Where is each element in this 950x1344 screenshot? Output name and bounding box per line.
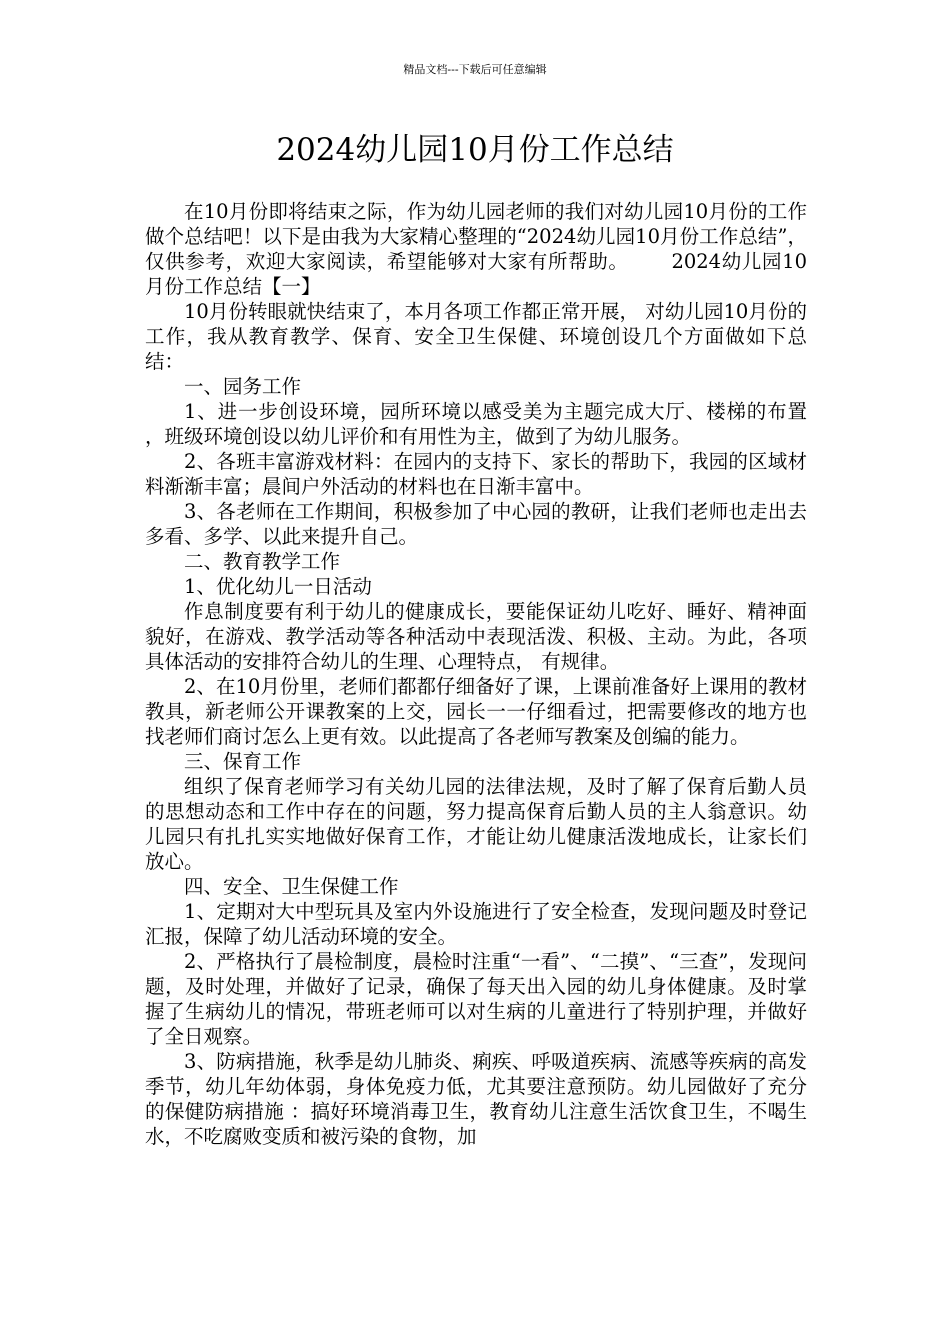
heading-baoyu: 三、保育工作 bbox=[184, 750, 302, 773]
paragraph: 组织了保育老师学习有关幼儿园的法律法规，及时了解了保育后勤人员的思想动态和工作中存在的问题，努力提高保育后勤人员的主人翁意识。幼儿园只有扎扎实实地做好保育工作，才能让幼儿健康活泼地成长，让家长们放心。 bbox=[145, 775, 807, 873]
paragraph: 作息制度要有利于幼儿的健康成长，要能保证幼儿吃好、睡好、精神面貌好，在游戏、教学活动等各种活动中表现活泼、积极、主动。为此，各项具体活动的安排符合幼儿的生理、心理特点， 有规律。 bbox=[145, 600, 807, 673]
paragraph: 1、进一步创设环境，园所环境以感受美为主题完成大厅、楼梯的布置 ，班级环境创设以幼儿评价和有用性为主，做到了为幼儿服务。 bbox=[145, 400, 807, 448]
paragraph: 3、防病措施，秋季是幼儿肺炎、痢疾、呼吸道疾病、流感等疾病的高发季节，幼儿年幼体弱，身体免疫力低，尤其要注意预防。幼儿园做好了充分的保健防病措施 ：搞好环境消毒卫生，教育幼儿注意生活饮食卫生，不喝生水，不吃腐败变质和被污染的食物，加 bbox=[145, 1050, 807, 1148]
heading-yuanwu: 一、园务工作 bbox=[184, 375, 302, 398]
document-title: 2024幼儿园10月份工作总结 bbox=[276, 132, 674, 168]
paragraph: 10月份转眼就快结束了，本月各项工作都正常开展， 对幼儿园10月份的工作，我从教育教学、保育、安全卫生保健、环境创设几个方面做如下总结： bbox=[145, 300, 807, 373]
paragraph: 3、各老师在工作期间，积极参加了中心园的教研，让我们老师也走出去多看、多学、以此来提升自己。 bbox=[145, 500, 807, 548]
section-title: 2024幼儿园10月份工作总结【一】 bbox=[145, 250, 807, 298]
document-body bbox=[145, 199, 807, 1149]
subheading: 1、优化幼儿一日活动 bbox=[184, 575, 372, 598]
heading-anquan: 四、安全、卫生保健工作 bbox=[184, 875, 399, 898]
intro-paragraph bbox=[145, 199, 807, 299]
intro-text: 在10月份即将结束之际，作为幼儿园老师的我们对幼儿园10月份的工作做个总结吧！以下是由我为大家精心整理的“2024幼儿园10月份工作总结”，仅供参考，欢迎大家阅读，希望能够对大家有所帮助。 bbox=[145, 200, 807, 273]
page-header: 精品文档---下载后可任意编辑 bbox=[403, 63, 547, 76]
heading-jiaoyu: 二、教育教学工作 bbox=[184, 550, 341, 573]
paragraph: 2、各班丰富游戏材料：在园内的支持下、家长的帮助下，我园的区域材料渐渐丰富；晨间户外活动的材料也在日渐丰富中。 bbox=[145, 450, 807, 498]
paragraph: 1、定期对大中型玩具及室内外设施进行了安全检查，发现问题及时登记汇报，保障了幼儿活动环境的安全。 bbox=[145, 900, 807, 948]
paragraph: 2、在10月份里，老师们都都仔细备好了课，上课前准备好上课用的教材教具，新老师公开课教案的上交，园长一一仔细看过，把需要修改的地方也找老师们商讨怎么上更有效。以此提高了各老师写教案及创编的能力。 bbox=[145, 675, 807, 748]
paragraph: 2、严格执行了晨检制度，晨检时注重“一看”、“二摸”、“三查”，发现问题，及时处理，并做好了记录，确保了每天出入园的幼儿身体健康。及时掌握了生病幼儿的情况，带班老师可以对生病的儿童进行了特别护理，并做好了全日观察。 bbox=[145, 950, 807, 1048]
